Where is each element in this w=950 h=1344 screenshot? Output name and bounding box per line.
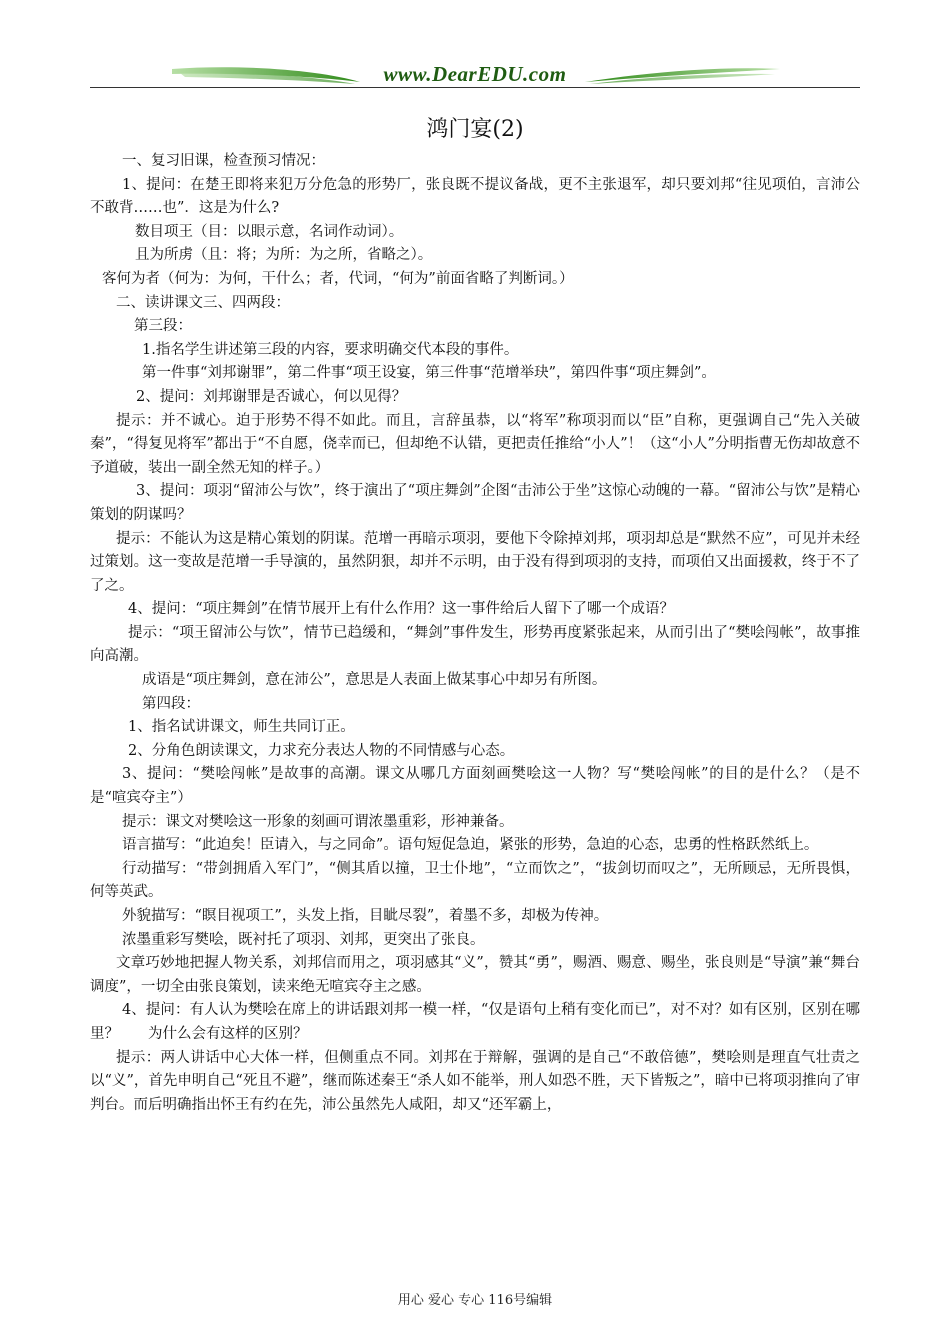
body-paragraph: 文章巧妙地把握人物关系，刘邦信而用之，项羽感其“义”，赞其“勇”，赐酒、赐意、赐坐，张良则是“导演”兼“舞台调度”，一切全由张良策划，读来绝无喧宾夺主之感。 [90,955,860,995]
body-paragraph: 语言描写：“此迫矣！臣请入，与之同命”。语句短促急迫，紧张的形势，急迫的心态，忠勇的性格跃然纸上。 [122,837,819,854]
body-paragraph: 且为所虏（且：将；为所：为之所，省略之）。 [135,247,433,264]
document-body [90,150,860,1117]
body-paragraph: 客何为者（何为：为何，干什么；者，代词，“何为”前面省略了判断词。） [102,270,574,287]
body-paragraph: 1、提问：在楚王即将来犯万分危急的形势厂，张良既不提议备战，更不主张退军，却只要刘邦“往见项伯，言沛公不敢背……也”．这是为什么? [90,176,860,217]
body-paragraph: 1.指名学生讲述第三段的内容，要求明确交代本段的事件。 [142,341,519,358]
body-paragraph: 提示：课文对樊哙这一形象的刻画可谓浓墨重彩，形神兼备。 [122,813,514,830]
body-paragraph: 提示：两人讲话中心大体一样，但侧重点不同。刘邦在于辩解，强调的是自己“不敢倍德”，樊哙则是理直气壮责之以“义”，首先申明自己“死且不避”，继而陈述秦王“杀人如不能举，刑人如恐不胜，天下皆叛之”，暗中已将项羽推向了审判台。而后明确指出怀王有约在先，沛公虽然先人咸阳，却又“还军霸上， [90,1049,860,1113]
body-paragraph: 4、提问：“项庄舞剑”在情节展开上有什么作用？这一事件给后人留下了哪一个成语？ [128,601,675,618]
document-title: 鸿门宴(2) [426,117,524,142]
body-paragraph: 第四段： [142,695,200,712]
body-paragraph: 第一件事“刘邦谢罪”，第二件事“项王设宴，第三件事“范增举玦”，第四件事“项庄舞剑”。 [142,365,716,382]
header-divider [90,87,860,88]
body-paragraph: 提示：并不诚心。迫于形势不得不如此。而且，言辞虽恭，以“将军”称项羽而以“臣”自称，更强调自己“先入关破秦”，“得复见将军”都出于“不自愿，侥幸而已，但却绝不认错，更把责任推给“小人”！（这“小人”分明指曹无伤却故意不予道破，装出一副全然无知的样子。） [90,412,860,476]
body-paragraph: 提示：“项王留沛公与饮”，情节已趋缓和，“舞剑”事件发生，形势再度紧张起来，从而引出了“樊哙闯帐”，故事推向高潮。 [90,624,860,665]
body-paragraph: 行动描写：“带剑拥盾入军门”，“侧其盾以撞，卫士仆地”，“立而饮之”，“拔剑切而叹之”，无所顾忌，无所畏惧，何等英武。 [90,860,860,901]
body-paragraph: 数目项王（目：以眼示意，名词作动词）。 [135,223,404,240]
body-paragraph: 3、提问：项羽“留沛公与饮”，终于演出了“项庄舞剑”企图“击沛公于坐”这惊心动魄的一幕。“留沛公与饮”是精心策划的阴谋吗？ [90,483,860,523]
body-paragraph: 浓墨重彩写樊哙，既衬托了项羽、刘邦，更突出了张良。 [122,931,485,948]
site-logo-text: www.DearEDU.com [383,62,567,86]
body-paragraph: 成语是“项庄舞剑，意在沛公”，意思是人表面上做某事心中却另有所图。 [142,672,607,689]
body-paragraph: 一、复习旧课，检查预习情况： [122,153,325,169]
page-footer: 用心 爱心 专心 116号编辑 [397,1293,553,1308]
body-paragraph: 4、提问：有人认为樊哙在席上的讲话跟刘邦一模一样，“仅是语句上稍有变化而已”，对不对？如有区别，区别在哪里？ 为什么会有这样的区别？ [90,1002,860,1042]
body-paragraph: 3、提问：“樊哙闯帐”是故事的高潮。课文从哪几方面刻画樊哙这一人物？写“樊哙闯帐”的目的是什么？（是不是“喧宾夺主”） [90,766,860,807]
body-paragraph: 外貌描写：“瞑目视项工”，头发上指，目眦尽裂”，着墨不多，却极为传神。 [122,908,609,924]
body-paragraph: 2、提问：刘邦谢罪是否诚心，何以见得？ [136,388,407,405]
body-paragraph: 第三段： [134,318,192,335]
body-paragraph: 提示：不能认为这是精心策划的阴谋。范增一再暗示项羽，要他下令除掉刘邦，项羽却总是“默然不应”，可见并未经过策划。这一变故是范增一手导演的，虽然阴狠，却并不示明，由于没有得到项羽的支持，而项伯又出面援救，终于不了了之。 [90,530,860,594]
body-paragraph: 1、指名试讲课文，师生共同订正。 [128,719,355,736]
body-paragraph: 二、读讲课文三、四两段： [116,294,290,311]
body-paragraph: 2、分角色朗读课文，力求充分表达人物的不同情感与心态。 [128,742,515,759]
